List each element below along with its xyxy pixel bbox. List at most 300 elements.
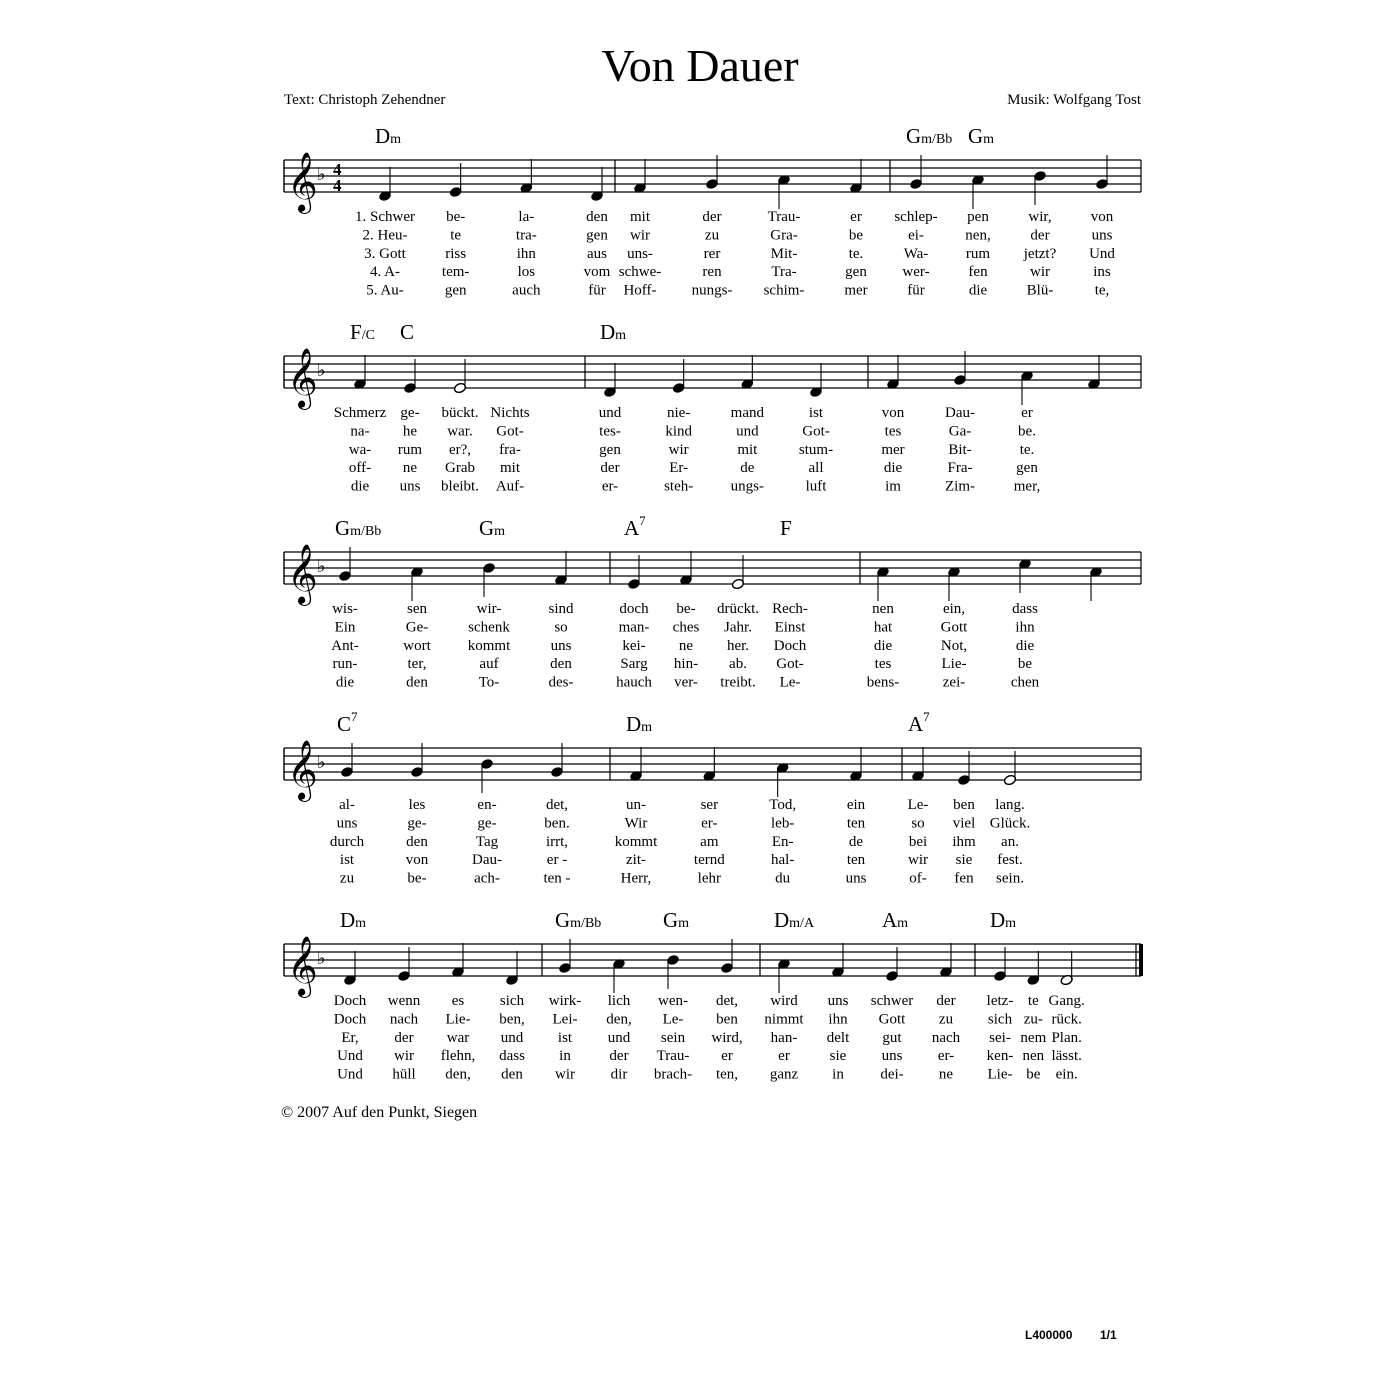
lyric-syllable: ver-	[674, 674, 698, 691]
chord-extension: 7	[923, 709, 930, 724]
lyric-syllable: der	[609, 1048, 629, 1065]
chord-root: F	[350, 320, 362, 344]
lyric-syllable: sie	[955, 852, 973, 869]
lyric-syllable: kommt	[614, 833, 658, 850]
lyric-syllable: kommt	[467, 637, 511, 654]
flat-sign-icon: ♭	[317, 556, 326, 576]
lyric-syllable: man-	[618, 619, 650, 636]
chord-symbol	[600, 320, 626, 344]
lyric-syllable: ser	[700, 797, 719, 813]
lyric-syllable: det,	[545, 797, 569, 813]
lyric-syllable: er?,	[448, 441, 472, 458]
chord-root: D	[774, 908, 790, 932]
lyric-syllable: ein,	[942, 601, 966, 617]
lyric-syllable: ne	[938, 1066, 954, 1083]
lyric-syllable: uns	[550, 637, 572, 654]
chord-quality: m	[390, 132, 402, 147]
lyric-syllable: Trau-	[656, 1048, 690, 1065]
lyric-syllable: gen	[586, 227, 608, 244]
lyric-syllable: Ga-	[948, 423, 972, 440]
lyric-syllable: dass	[499, 1048, 525, 1065]
lyric-syllable: ren	[702, 264, 722, 281]
lyric-syllable: er-	[937, 1048, 955, 1065]
chord-extension: 7	[351, 709, 358, 724]
lyric-syllable: al-	[339, 797, 355, 813]
lyric-syllable: Ge-	[405, 619, 429, 636]
lyric-syllable: sich	[499, 993, 525, 1009]
lyric-syllable: Le-	[779, 674, 801, 691]
lyric-syllable: gen	[845, 264, 867, 281]
lyric-syllable: bückt.	[441, 405, 479, 421]
composer-credit: Musik: Wolfgang Tost	[1007, 92, 1141, 108]
lyric-syllable: uns-	[627, 245, 653, 262]
chord-quality: m	[1005, 916, 1017, 931]
lyric-syllable: Trau-	[767, 209, 801, 225]
lyric-syllable: hauch	[616, 674, 652, 691]
lyric-syllable: bens-	[866, 674, 900, 691]
lyric-syllable: treibt.	[720, 674, 756, 691]
chord-quality: m	[897, 916, 909, 931]
lyric-syllable: er	[850, 209, 862, 225]
lyric-syllable: ge-	[477, 815, 497, 832]
lyric-syllable: tes	[874, 656, 892, 673]
lyric-syllable: sei-	[989, 1029, 1011, 1046]
lyric-syllable: ist	[557, 1029, 573, 1046]
treble-clef-icon: 𝄞	[287, 742, 318, 799]
lyric-syllable: ihm	[952, 833, 976, 850]
lyric-syllable: wen-	[658, 993, 688, 1009]
chord-root: D	[375, 124, 391, 148]
lyric-syllable: kei-	[622, 637, 646, 654]
lyric-syllable: be-	[446, 209, 466, 225]
lyric-syllable: Wa-	[903, 245, 929, 262]
lyric-syllable: Tag	[475, 833, 499, 850]
lyric-syllable: Got-	[496, 423, 524, 440]
lyric-syllable: für	[588, 282, 606, 299]
lyric-syllable: her.	[726, 637, 750, 654]
lyric-syllable: Gra-	[770, 227, 798, 244]
lyric-syllable: irrt,	[545, 833, 569, 850]
chord-quality: m	[983, 132, 995, 147]
song-title: Von Dauer	[601, 40, 799, 91]
lyric-syllable: sen	[407, 601, 427, 617]
chord-root: D	[600, 320, 616, 344]
lyric-syllable: Gott	[878, 1011, 906, 1028]
lyric-syllable: zu	[339, 870, 355, 887]
lyric-syllable: dass	[1012, 601, 1038, 617]
lyric-syllable: rum	[965, 245, 991, 262]
lyric-syllable: mer	[844, 282, 868, 299]
lyric-syllable: lehr	[697, 870, 721, 887]
lyric-syllable: er-	[701, 815, 718, 832]
chord-root: A	[624, 516, 640, 540]
lyric-syllable: te	[1027, 993, 1039, 1009]
lyric-syllable: der	[936, 993, 956, 1009]
lyric-syllable: auf	[479, 656, 499, 673]
lyric-syllable: schwe-	[618, 264, 662, 281]
lyric-syllable: wir-	[476, 601, 502, 617]
lyric-syllable: steh-	[664, 478, 694, 495]
lyric-syllable: ab.	[729, 656, 747, 673]
lyric-syllable: bei	[908, 833, 928, 850]
lyric-syllable: den,	[606, 1011, 632, 1028]
lyric-syllable: du	[775, 870, 791, 887]
lyric-syllable: Lie-	[445, 1011, 471, 1028]
lyric-syllable: mer,	[1013, 478, 1041, 495]
chord-symbol	[908, 709, 930, 736]
lyric-syllable: uns	[845, 870, 867, 887]
lyric-syllable: ben.	[544, 815, 570, 832]
chord-quality: m/Bb	[921, 132, 953, 147]
lyric-syllable: viel	[952, 815, 976, 832]
lyric-syllable: und	[598, 405, 622, 421]
lyric-syllable: Sarg	[620, 656, 648, 673]
lyric-syllable: To-	[478, 674, 500, 691]
lyric-syllable: die	[968, 282, 988, 299]
lyric-syllable: of-	[909, 870, 927, 887]
lyric-syllable: Wir	[624, 815, 648, 832]
lyric-syllable: er	[1021, 405, 1033, 421]
lyric-syllable: nem	[1020, 1029, 1047, 1046]
lyric-syllable: la-	[518, 209, 535, 225]
lyric-syllable: en-	[477, 797, 497, 813]
lyric-syllable: Er,	[341, 1029, 359, 1046]
lyric-syllable: dir	[610, 1066, 628, 1083]
lyric-syllable: Auf-	[495, 478, 525, 495]
lyric-syllable: lich	[607, 993, 631, 1009]
lyric-syllable: rer	[703, 245, 721, 262]
lyric-syllable: ben,	[499, 1011, 525, 1028]
time-signature-top: 4	[333, 160, 342, 179]
lyric-syllable: ken-	[986, 1048, 1014, 1065]
copyright-notice: © 2007 Auf den Punkt, Siegen	[281, 1104, 478, 1121]
music-system	[284, 124, 1141, 299]
lyric-syllable: bleibt.	[441, 478, 479, 495]
chord-quality: m	[494, 524, 506, 539]
chord-quality: m	[641, 720, 653, 735]
chord-symbol	[340, 908, 366, 932]
lyric-syllable: uns	[399, 478, 421, 495]
lyric-syllable: be	[1026, 1066, 1041, 1083]
lyric-syllable: te.	[1019, 441, 1035, 458]
lyric-syllable: Tod,	[769, 797, 797, 813]
chord-symbol	[375, 124, 401, 148]
lyric-syllable: brach-	[653, 1066, 693, 1083]
lyric-syllable: wir	[1030, 264, 1050, 281]
lyric-syllable: war.	[447, 423, 473, 440]
lyric-syllable: delt	[826, 1029, 850, 1046]
lyric-syllable: Glück.	[989, 815, 1031, 832]
lyric-syllable: der	[394, 1029, 414, 1046]
lyric-syllable: Plan.	[1051, 1029, 1082, 1046]
lyric-syllable: den	[501, 1066, 523, 1083]
lyric-syllable: luft	[805, 478, 827, 495]
time-signature-bottom: 4	[333, 176, 342, 195]
lyric-syllable: lässt.	[1051, 1048, 1082, 1065]
lyric-syllable: mit	[737, 441, 758, 458]
lyric-syllable: ach-	[474, 870, 500, 887]
lyric-syllable: En-	[771, 833, 794, 850]
lyric-syllable: Doch	[773, 637, 807, 654]
lyric-syllable: wird,	[711, 1029, 743, 1046]
lyric-syllable: zu	[704, 227, 720, 244]
lyric-syllable: te,	[1094, 282, 1110, 299]
lyric-syllable: los	[517, 264, 536, 281]
lyric-syllable: mer	[881, 441, 905, 458]
lyric-syllable: Und	[337, 1066, 363, 1083]
lyric-syllable: 5. Au-	[366, 282, 404, 299]
lyric-syllable: ein	[846, 797, 866, 813]
lyric-syllable: Grab	[445, 460, 475, 477]
flat-sign-icon: ♭	[317, 360, 326, 380]
lyric-syllable: det,	[715, 993, 739, 1009]
chord-root: D	[990, 908, 1006, 932]
lyric-syllable: Und	[337, 1048, 363, 1065]
lyric-syllable: he	[402, 423, 418, 440]
lyric-syllable: be.	[1018, 423, 1036, 440]
treble-clef-icon: 𝄞	[287, 154, 318, 211]
lyric-syllable: nimmt	[764, 1011, 804, 1028]
lyric-syllable: ches	[672, 619, 700, 636]
chord-root: A	[882, 908, 898, 932]
chord-root: D	[340, 908, 356, 932]
lyric-syllable: Bit-	[948, 441, 972, 458]
lyric-syllable: Dau-	[945, 405, 975, 421]
lyric-syllable: 2. Heu-	[362, 227, 408, 244]
lyric-syllable: wir	[630, 227, 650, 244]
chord-root: G	[335, 516, 351, 540]
lyric-syllable: letz-	[986, 993, 1014, 1009]
lyric-syllable: sein.	[996, 870, 1024, 887]
lyric-syllable: schwer	[870, 993, 914, 1009]
chord-quality: m/Bb	[350, 524, 382, 539]
lyric-syllable: den	[550, 656, 572, 673]
lyric-syllable: zu	[938, 1011, 954, 1028]
lyric-syllable: Gang.	[1048, 993, 1085, 1009]
chord-root: C	[400, 320, 415, 344]
lyric-syllable: ins	[1093, 264, 1111, 281]
lyric-syllable: nen	[872, 601, 894, 617]
lyric-syllable: dei-	[880, 1066, 904, 1083]
chord-root: G	[555, 908, 571, 932]
lyric-syllable: Lei-	[552, 1011, 578, 1028]
lyric-syllable: gut	[882, 1029, 902, 1046]
lyric-syllable: ben	[716, 1011, 738, 1028]
chord-root: G	[479, 516, 495, 540]
lyric-syllable: nach	[389, 1011, 419, 1028]
lyric-syllable: Doch	[333, 993, 367, 1009]
lyric-syllable: kind	[665, 423, 693, 440]
lyric-syllable: an.	[1001, 833, 1019, 850]
lyric-syllable: zit-	[626, 852, 646, 869]
lyric-syllable: und	[607, 1029, 631, 1046]
lyric-syllable: te	[450, 227, 462, 244]
lyric-syllable: ter,	[407, 656, 427, 673]
lyric-syllable: die	[873, 637, 893, 654]
lyric-syllable: nungs-	[691, 282, 733, 299]
chord-root: D	[626, 712, 642, 736]
chord-symbol	[337, 709, 358, 736]
catalog-code: L400000	[1025, 1328, 1073, 1342]
lyric-syllable: die	[883, 460, 903, 477]
lyric-syllable: Got-	[776, 656, 804, 673]
lyric-syllable: es	[451, 993, 465, 1009]
lyric-syllable: und	[736, 423, 759, 440]
lyric-syllable: in	[559, 1048, 571, 1065]
lyric-syllable: Zim-	[945, 478, 975, 495]
lyric-syllable: sie	[829, 1048, 847, 1065]
lyric-syllable: die	[335, 674, 355, 691]
lyric-syllable: fra-	[499, 441, 521, 458]
flat-sign-icon: ♭	[317, 164, 326, 184]
lyric-syllable: mit	[629, 209, 651, 225]
lyric-syllable: ihn	[516, 245, 536, 262]
music-system	[284, 709, 1141, 887]
chord-quality: m/Bb	[570, 916, 602, 931]
lyric-syllable: Dau-	[472, 852, 502, 869]
lyric-syllable: zei-	[942, 674, 966, 691]
lyric-syllable: mit	[499, 460, 521, 477]
chord-symbol	[780, 516, 792, 540]
lyric-syllable: riss	[445, 245, 467, 262]
lyric-syllable: im	[885, 478, 901, 495]
lyric-syllable: ihn	[1015, 619, 1035, 636]
lyric-syllable: ungs-	[730, 478, 765, 495]
chord-symbol	[400, 320, 414, 344]
lyric-syllable: am	[700, 833, 719, 850]
chord-quality: m/A	[789, 916, 815, 931]
lyric-syllable: Ein	[334, 619, 356, 636]
lyric-syllable: de	[848, 833, 864, 850]
lyric-syllable: uns	[881, 1048, 903, 1065]
lyric-syllable: ei-	[908, 227, 924, 244]
lyric-syllable: nie-	[667, 405, 691, 421]
lyric-syllable: Tra-	[771, 264, 797, 281]
lyric-syllable: jetzt?	[1023, 245, 1057, 262]
lyric-syllable: te.	[848, 245, 864, 262]
lyric-syllable: run-	[332, 656, 358, 673]
chord-symbol	[663, 908, 689, 932]
lyric-syllable: flehn,	[440, 1048, 476, 1065]
lyric-syllable: und	[500, 1029, 524, 1046]
lyric-syllable: er	[721, 1048, 733, 1065]
lyric-syllable: Herr,	[620, 870, 652, 887]
chord-symbol	[882, 908, 908, 932]
chord-symbol	[990, 908, 1016, 932]
lyric-syllable: nach	[931, 1029, 961, 1046]
lyric-syllable: wer-	[902, 264, 930, 281]
lyric-syllable: doch	[619, 601, 649, 617]
lyric-syllable: durch	[329, 833, 365, 850]
lyric-syllable: rum	[397, 441, 423, 458]
lyric-syllable: drückt.	[716, 601, 760, 617]
lyric-syllable: Got-	[802, 423, 830, 440]
chord-root: F	[780, 516, 792, 540]
chord-symbol	[335, 516, 381, 540]
lyric-syllable: wir	[555, 1066, 575, 1083]
lyric-syllable: so	[554, 619, 568, 636]
chord-quality: m	[615, 328, 627, 343]
chord-extension: 7	[639, 513, 646, 528]
lyric-syllable: be	[848, 227, 864, 244]
lyric-syllable: wird	[770, 993, 798, 1009]
chord-symbol	[626, 712, 652, 736]
lyric-syllable: Mit-	[770, 245, 798, 262]
lyric-syllable: der	[600, 460, 620, 477]
chord-quality: m	[355, 916, 367, 931]
chord-symbol	[624, 513, 646, 540]
lyric-syllable: Hoff-	[623, 282, 657, 299]
lyric-syllable: Er-	[669, 460, 689, 477]
lyric-syllable: in	[832, 1066, 844, 1083]
lyric-syllable: ne	[402, 460, 418, 477]
lyric-syllable: wis-	[332, 601, 358, 617]
lyric-syllable: fen	[968, 264, 988, 281]
lyric-syllable: gen	[599, 441, 621, 458]
lyric-syllable: Doch	[333, 1011, 367, 1028]
lyric-syllable: des-	[548, 674, 574, 691]
treble-clef-icon: 𝄞	[287, 938, 318, 995]
lyric-syllable: hat	[873, 619, 893, 636]
lyric-syllable: hal-	[771, 852, 795, 869]
lyric-syllable: un-	[626, 797, 646, 813]
lyric-syllable: be-	[407, 870, 427, 887]
lyric-syllable: 1. Schwer	[355, 209, 415, 225]
lyric-syllable: tem-	[441, 264, 470, 281]
lyric-syllable: 3. Gott	[364, 245, 406, 262]
lyric-syllable: uns	[1091, 227, 1113, 244]
lyricist-credit: Text: Christoph Zehendner	[284, 92, 446, 108]
lyric-syllable: ganz	[769, 1066, 799, 1083]
lyric-syllable: chen	[1010, 674, 1040, 691]
lyric-syllable: uns	[336, 815, 358, 832]
lyric-syllable: der	[1030, 227, 1050, 244]
lyric-syllable: nen	[1022, 1048, 1045, 1065]
treble-clef-icon: 𝄞	[287, 350, 318, 407]
lyric-syllable: Ant-	[331, 637, 359, 654]
lyric-syllable: Jahr.	[724, 619, 752, 636]
music-system	[284, 320, 1141, 495]
lyric-syllable: wir	[908, 852, 928, 869]
lyric-syllable: sind	[548, 601, 574, 617]
lyric-syllable: wirk-	[548, 993, 582, 1009]
chord-symbol	[774, 908, 815, 932]
lyric-syllable: fen	[954, 870, 974, 887]
lyric-syllable: ist	[339, 852, 355, 869]
lyric-syllable: sein	[660, 1029, 686, 1046]
lyric-syllable: Lie-	[987, 1066, 1013, 1083]
lyric-syllable: ten	[846, 815, 866, 832]
lyric-syllable: Lie-	[941, 656, 967, 673]
lyric-syllable: off-	[348, 460, 372, 477]
lyric-syllable: auch	[512, 282, 541, 299]
lyric-syllable: fest.	[997, 852, 1023, 869]
lyric-syllable: für	[907, 282, 925, 299]
lyric-syllable: Gott	[940, 619, 968, 636]
page-number: 1/1	[1100, 1328, 1117, 1342]
chord-root: C	[337, 712, 352, 736]
lyric-syllable: schlep-	[894, 209, 938, 225]
lyric-syllable: hin-	[673, 656, 699, 673]
lyric-syllable: Not,	[940, 637, 968, 654]
lyric-syllable: Schmerz	[333, 405, 387, 421]
lyric-syllable: leb-	[771, 815, 795, 832]
lyric-syllable: Le-	[907, 797, 929, 813]
chord-symbol	[906, 124, 952, 148]
lyric-syllable: all	[808, 460, 824, 477]
lyric-syllable: stum-	[798, 441, 834, 458]
lyric-syllable: den,	[445, 1066, 471, 1083]
